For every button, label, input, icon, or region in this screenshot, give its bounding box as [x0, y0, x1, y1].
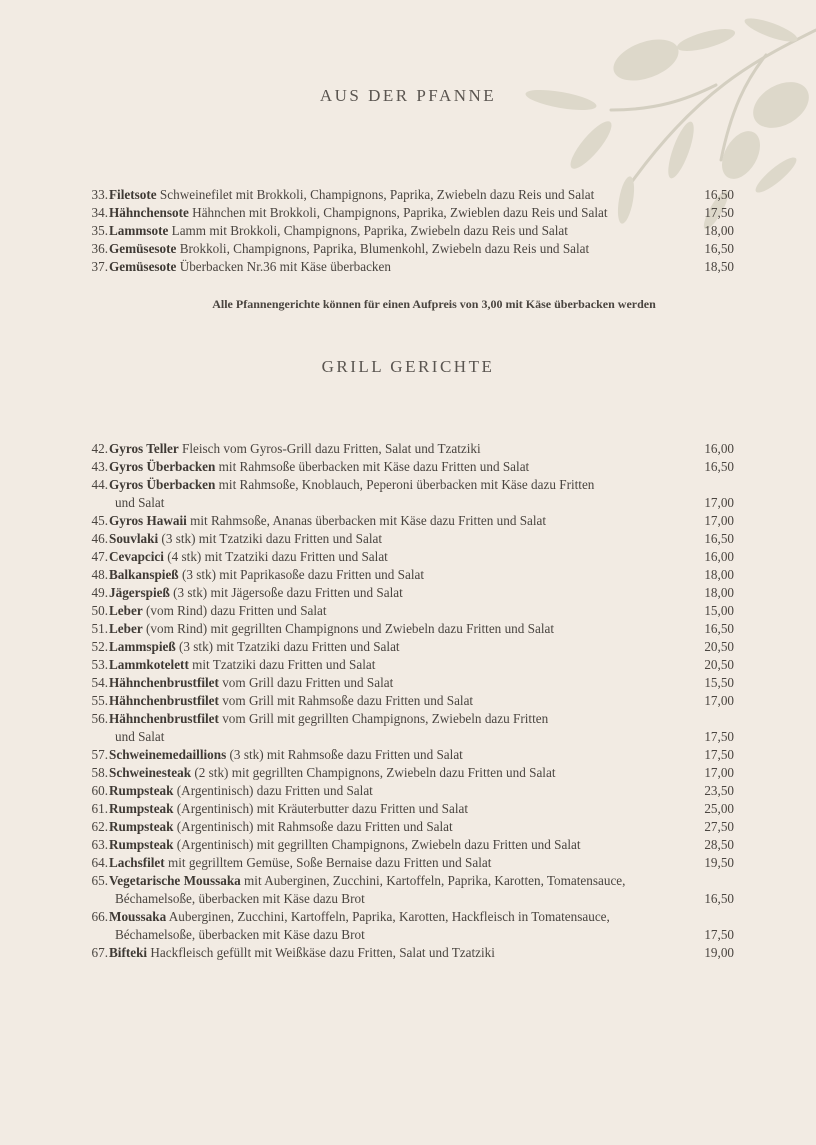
dish-price: 25,00: [704, 801, 734, 816]
item-number: 42.: [91, 441, 108, 456]
dish-name: Cevapcici: [109, 549, 164, 564]
menu-item: [84, 584, 744, 602]
item-number: 66.: [91, 909, 108, 924]
dish-description: Lamm mit Brokkoli, Champignons, Paprika, Zwiebeln dazu Reis und Salat: [171, 223, 568, 238]
item-number: 65.: [91, 873, 108, 888]
menu-item: [84, 818, 744, 836]
dish-description: (3 stk) mit Rahmsoße dazu Fritten und Salat: [229, 747, 463, 762]
dish-description: Auberginen, Zucchini, Kartoffeln, Paprika, Karotten, Hackfleisch in Tomatensauce,: [168, 909, 610, 924]
dish-price: 17,00: [704, 513, 734, 528]
dish-name: Filetsote: [109, 187, 157, 202]
dish-name: Schweinesteak: [109, 765, 192, 780]
dish-description: (3 stk) mit Paprikasoße dazu Fritten und Salat: [181, 567, 425, 582]
dish-price: 18,50: [704, 259, 734, 274]
item-number: 47.: [91, 549, 108, 564]
dish-description-continued: und Salat: [115, 495, 165, 510]
dish-description: Brokkoli, Champignons, Paprika, Blumenkohl, Zwiebeln dazu Reis und Salat: [179, 241, 590, 256]
menu-item: [84, 854, 744, 872]
menu-item: [84, 944, 744, 962]
item-number: 56.: [91, 711, 108, 726]
item-number: 55.: [91, 693, 108, 708]
pfanne-list: [84, 186, 744, 276]
dish-name: Rumpsteak: [109, 837, 174, 852]
dish-name: Souvlaki: [109, 531, 159, 546]
dish-description-continued: und Salat: [115, 729, 165, 744]
dish-description: (Argentinisch) mit gegrillten Champignons, Zwiebeln dazu Fritten und Salat: [176, 837, 581, 852]
dish-price: 27,50: [704, 819, 734, 834]
dish-name: Gyros Hawaii: [109, 513, 187, 528]
item-number: 48.: [91, 567, 108, 582]
item-number: 57.: [91, 747, 108, 762]
dish-price: 15,50: [704, 675, 734, 690]
dish-description: Hähnchen mit Brokkoli, Champignons, Paprika, Zwieblen dazu Reis und Salat: [192, 205, 608, 220]
item-number: 67.: [91, 945, 108, 960]
dish-price: 20,50: [704, 657, 734, 672]
dish-name: Bifteki: [109, 945, 148, 960]
menu-item: [84, 692, 744, 710]
item-number: 63.: [91, 837, 108, 852]
dish-description: (vom Rind) mit gegrillten Champignons und Zwiebeln dazu Fritten und Salat: [146, 621, 555, 636]
item-number: 53.: [91, 657, 108, 672]
item-number: 50.: [91, 603, 108, 618]
menu-item: [84, 512, 744, 530]
dish-name: Lammkotelett: [109, 657, 189, 672]
dish-price: 16,50: [704, 531, 734, 546]
dish-name: Hähnchenbrustfilet: [109, 693, 219, 708]
dish-name: Gemüsesote: [109, 241, 177, 256]
dish-description: Schweinefilet mit Brokkoli, Champignons, Paprika, Zwiebeln dazu Reis und Salat: [159, 187, 595, 202]
dish-price: 19,00: [704, 945, 734, 960]
dish-name: Gemüsesote: [109, 259, 177, 274]
menu-item: [84, 782, 744, 800]
dish-description: mit Rahmsoße überbacken mit Käse dazu Fritten und Salat: [218, 459, 530, 474]
item-number: 58.: [91, 765, 108, 780]
menu-item: [84, 746, 744, 764]
menu-item: [84, 548, 744, 566]
dish-name: Schweinemedaillions: [109, 747, 227, 762]
dish-description: vom Grill dazu Fritten und Salat: [222, 675, 394, 690]
dish-name: Rumpsteak: [109, 819, 174, 834]
dish-description: mit Tzatziki dazu Fritten und Salat: [192, 657, 376, 672]
menu-item: [84, 908, 744, 944]
menu-item: [84, 836, 744, 854]
dish-description: (vom Rind) dazu Fritten und Salat: [146, 603, 327, 618]
item-number: 54.: [91, 675, 108, 690]
dish-name: Hähnchenbrustfilet: [109, 711, 219, 726]
section-heading-grill: GRILL GERICHTE: [321, 357, 495, 376]
section-heading-pfanne: AUS DER PFANNE: [319, 86, 497, 105]
dish-name: Jägerspieß: [109, 585, 170, 600]
dish-price: 17,00: [704, 693, 734, 708]
item-number: 51.: [91, 621, 108, 636]
dish-name: Lammsote: [109, 223, 169, 238]
item-number: 61.: [91, 801, 108, 816]
dish-description: (Argentinisch) dazu Fritten und Salat: [176, 783, 373, 798]
menu-item: [84, 620, 744, 638]
dish-price: 18,00: [704, 567, 734, 582]
dish-name: Hähnchensote: [109, 205, 189, 220]
item-number: 49.: [91, 585, 108, 600]
dish-price: 18,00: [704, 585, 734, 600]
dish-price: 17,50: [704, 927, 734, 942]
menu-item: [84, 764, 744, 782]
dish-name: Leber: [109, 603, 143, 618]
dish-description: (2 stk) mit gegrillten Champignons, Zwiebeln dazu Fritten und Salat: [194, 765, 556, 780]
dish-description: mit Rahmsoße, Ananas überbacken mit Käse dazu Fritten und Salat: [190, 513, 547, 528]
dish-price: 15,00: [704, 603, 734, 618]
dish-description: (Argentinisch) mit Kräuterbutter dazu Fritten und Salat: [176, 801, 469, 816]
dish-name: Leber: [109, 621, 143, 636]
dish-description: mit Rahmsoße, Knoblauch, Peperoni überbacken mit Käse dazu Fritten: [218, 477, 595, 492]
dish-name: Lammspieß: [109, 639, 176, 654]
dish-description: vom Grill mit gegrillten Champignons, Zwiebeln dazu Fritten: [222, 711, 549, 726]
dish-price: 16,50: [704, 187, 734, 202]
menu-item: 35. Lammsote Lamm mit Brokkoli, Champignons, Paprika, Zwiebeln dazu Reis und Salat 18,00: [91, 223, 734, 238]
menu-item: 36. Gemüsesote Brokkoli, Champignons, Paprika, Blumenkohl, Zwiebeln dazu Reis und Salat 16,50: [91, 241, 734, 256]
dish-name: Gyros Teller: [109, 441, 179, 456]
dish-name: Rumpsteak: [109, 801, 174, 816]
dish-name: Lachsfilet: [109, 855, 165, 870]
dish-description: vom Grill mit Rahmsoße dazu Fritten und Salat: [222, 693, 474, 708]
dish-description: mit gegrilltem Gemüse, Soße Bernaise dazu Fritten und Salat: [167, 855, 492, 870]
menu-item: [84, 674, 744, 692]
dish-price: 16,50: [704, 241, 734, 256]
dish-description: (Argentinisch) mit Rahmsoße dazu Fritten und Salat: [176, 819, 453, 834]
dish-price: 16,50: [704, 459, 734, 474]
cheese-surcharge-note: Alle Pfannengerichte können für einen Aufpreis von 3,00 mit Käse überbacken werden: [212, 297, 656, 311]
dish-price: 16,50: [704, 891, 734, 906]
dish-name: Rumpsteak: [109, 783, 174, 798]
dish-price: 17,00: [704, 765, 734, 780]
item-number: 46.: [91, 531, 108, 546]
dish-price: 16,00: [704, 441, 734, 456]
dish-description: Fleisch vom Gyros-Grill dazu Fritten, Salat und Tzatziki: [182, 441, 481, 456]
dish-name: Hähnchenbrustfilet: [109, 675, 219, 690]
dish-name: Balkanspieß: [109, 567, 179, 582]
menu-item: [84, 602, 744, 620]
menu-item: [84, 800, 744, 818]
dish-name: Gyros Überbacken: [109, 477, 216, 492]
menu-item: 37. Gemüsesote Überbacken Nr.36 mit Käse überbacken 18,50: [91, 259, 734, 274]
item-number: 44.: [91, 477, 108, 492]
dish-description: (4 stk) mit Tzatziki dazu Fritten und Salat: [167, 549, 388, 564]
grill-list: [84, 440, 744, 962]
menu-item: [84, 638, 744, 656]
dish-price: 23,50: [704, 783, 734, 798]
menu-item: 33. Filetsote Schweinefilet mit Brokkoli, Champignons, Paprika, Zwiebeln dazu Reis und Salat 16,50: [91, 187, 734, 202]
dish-description: (3 stk) mit Tzatziki dazu Fritten und Salat: [178, 639, 400, 654]
dish-price: 17,50: [704, 205, 734, 220]
dish-price: 19,50: [704, 855, 734, 870]
menu-item: [84, 530, 744, 548]
menu-item: [84, 458, 744, 476]
menu-item: 34. Hähnchensote Hähnchen mit Brokkoli, Champignons, Paprika, Zwieblen dazu Reis und Salat 17,50: [91, 205, 734, 220]
dish-name: Vegetarische Moussaka: [109, 873, 241, 888]
dish-name: Gyros Überbacken: [109, 459, 216, 474]
dish-price: 16,00: [704, 549, 734, 564]
dish-description: Hackfleisch gefüllt mit Weißkäse dazu Fritten, Salat und Tzatziki: [150, 945, 495, 960]
dish-description: (3 stk) mit Jägersoße dazu Fritten und Salat: [173, 585, 403, 600]
menu-item: [84, 566, 744, 584]
dish-description: Überbacken Nr.36 mit Käse überbacken: [179, 259, 391, 274]
item-number: 45.: [91, 513, 108, 528]
dish-price: 17,50: [704, 747, 734, 762]
menu-item: [84, 872, 744, 908]
dish-price: 17,00: [704, 495, 734, 510]
item-number: 43.: [91, 459, 108, 474]
menu-item: [84, 710, 744, 746]
dish-description-continued: Béchamelsoße, überbacken mit Käse dazu Brot: [115, 927, 365, 942]
dish-description: (3 stk) mit Tzatziki dazu Fritten und Salat: [161, 531, 383, 546]
dish-description: mit Auberginen, Zucchini, Kartoffeln, Paprika, Karotten, Tomatensauce,: [244, 873, 626, 888]
dish-price: 20,50: [704, 639, 734, 654]
item-number: 52.: [91, 639, 108, 654]
menu-item: [84, 476, 744, 512]
dish-price: 18,00: [704, 223, 734, 238]
item-number: 62.: [91, 819, 108, 834]
item-number: 64.: [91, 855, 108, 870]
dish-price: 16,50: [704, 621, 734, 636]
item-number: 60.: [91, 783, 108, 798]
menu-item: [84, 656, 744, 674]
dish-name: Moussaka: [109, 909, 167, 924]
dish-price: 17,50: [704, 729, 734, 744]
dish-description-continued: Béchamelsoße, überbacken mit Käse dazu Brot: [115, 891, 365, 906]
menu-item: [84, 440, 744, 458]
dish-price: 28,50: [704, 837, 734, 852]
